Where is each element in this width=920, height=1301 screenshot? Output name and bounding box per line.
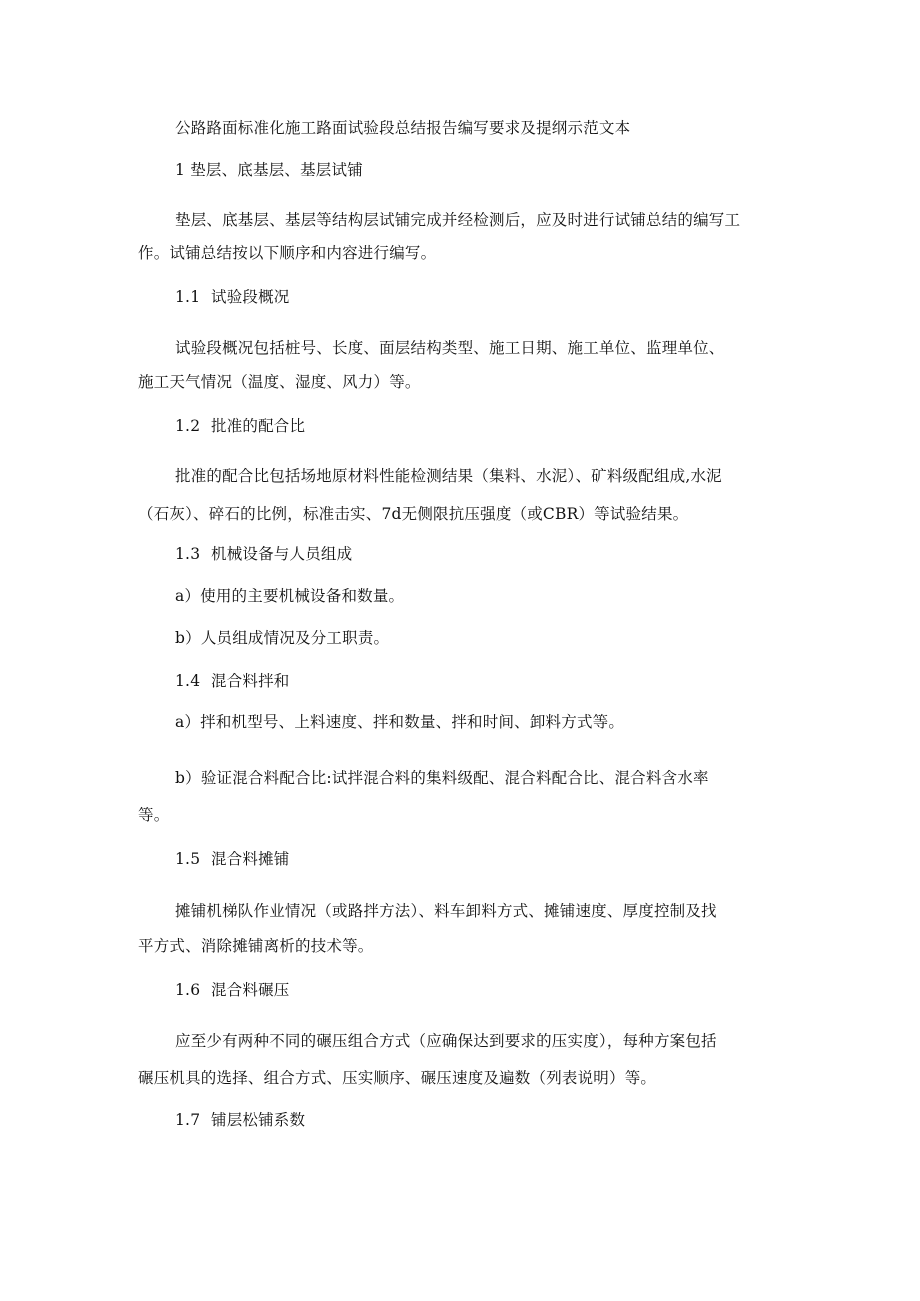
subsection-1-4-item-b-line-1: b）验证混合料配合比:试拌混合料的集料级配、混合料配合比、混合料含水率 [175,769,709,787]
subsection-number: 1.6 [175,981,201,999]
subsection-number: 1.2 [175,417,201,435]
subsection-number: 1.3 [175,545,201,563]
subsection-1-4-item-a: a）拌和机型号、上料速度、拌和数量、拌和时间、卸料方式等。 [175,713,625,731]
subsection-1-6-heading [175,980,290,1000]
subsection-title: 混合料拌和 [211,672,290,690]
subsection-title: 混合料摊铺 [211,850,290,868]
subsection-1-6-line-2: 碾压机具的选择、组合方式、压实顺序、碾压速度及遍数（列表说明）等。 [138,1069,657,1087]
subsection-1-3-heading [175,544,352,564]
subsection-number: 1.5 [175,850,201,868]
document-title: 公路路面标准化施工路面试验段总结报告编写要求及提纲示范文本 [175,119,631,137]
subsection-title: 铺层松铺系数 [211,1111,306,1129]
subsection-1-7-heading [175,1110,305,1130]
subsection-1-3-item-a: a）使用的主要机械设备和数量。 [175,587,405,605]
subsection-1-5-line-1: 摊铺机梯队作业情况（或路拌方法）、料车卸料方式、摊铺速度、厚度控制及找 [175,902,717,920]
subsection-title: 批准的配合比 [211,417,306,435]
subsection-number: 1.7 [175,1111,201,1129]
subsection-1-6-line-1: 应至少有两种不同的碾压组合方式（应确保达到要求的压实度），每种方案包括 [175,1032,717,1050]
subsection-1-2-line-1: 批准的配合比包括场地原材料性能检测结果（集料、水泥）、矿料级配组成,水泥 [175,467,722,485]
subsection-1-3-item-b: b）人员组成情况及分工职责。 [175,629,390,647]
subsection-1-1-line-1: 试验段概况包括桩号、长度、面层结构类型、施工日期、施工单位、监理单位、 [175,339,725,357]
section-1-intro-line-1: 垫层、底基层、基层等结构层试铺完成并经检测后，应及时进行试铺总结的编写工 [175,211,741,229]
subsection-1-4-heading [175,671,290,691]
section-1-heading: 1 垫层、底基层、基层试铺 [175,161,363,179]
subsection-title: 试验段概况 [211,288,290,306]
subsection-title: 混合料碾压 [211,981,290,999]
section-1-intro-line-2: 作。试铺总结按以下顺序和内容进行编写。 [138,244,437,262]
subsection-1-5-line-2: 平方式、消除摊铺离析的技术等。 [138,937,374,955]
subsection-1-1-heading [175,287,290,307]
subsection-title: 机械设备与人员组成 [211,545,353,563]
subsection-1-2-heading [175,416,305,436]
subsection-1-5-heading [175,849,290,869]
subsection-number: 1.1 [175,288,201,306]
subsection-1-4-item-b-line-2: 等。 [138,806,170,824]
subsection-1-2-line-2: （石灰）、碎石的比例，标准击实、7d无侧限抗压强度（或CBR）等试验结果。 [138,505,689,523]
subsection-1-1-line-2: 施工天气情况（温度、湿度、风力）等。 [138,373,421,391]
subsection-number: 1.4 [175,672,201,690]
